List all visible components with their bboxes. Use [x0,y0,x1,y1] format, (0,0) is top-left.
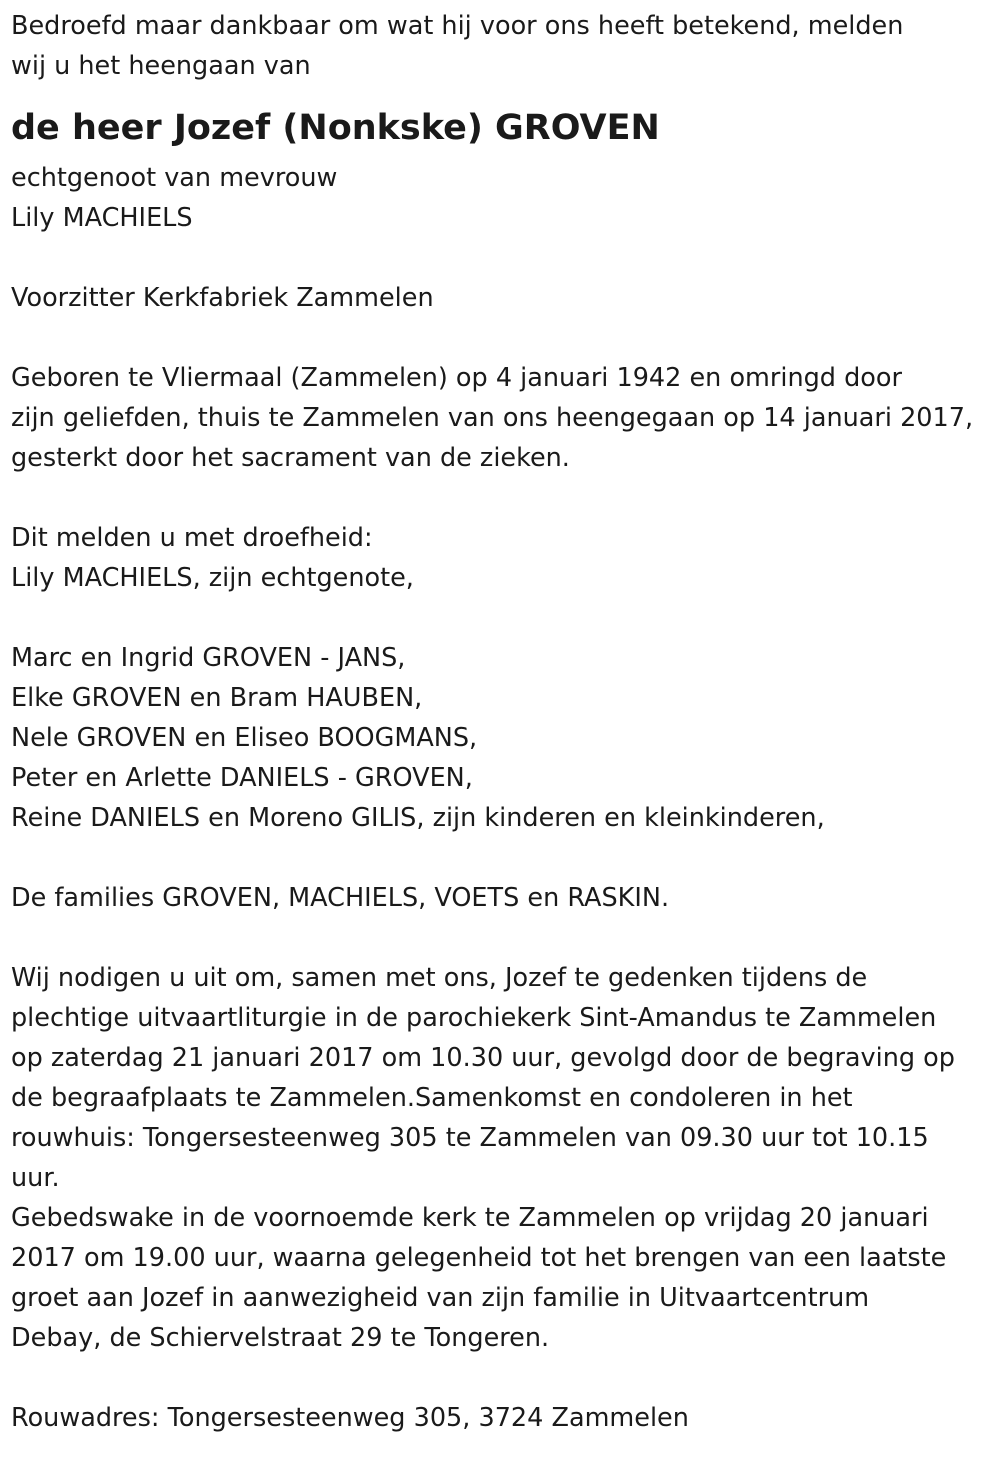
ceremony-line: 2017 om 19.00 uur, waarna gelegenheid tot het brengen van een laatste [11,1243,947,1273]
mourning-address: Rouwadres: Tongersesteenweg 305, 3724 Zammelen [11,1403,689,1433]
families-line: De families GROVEN, MACHIELS, VOETS en RASKIN. [11,883,670,913]
spacer [11,318,990,358]
list-item: Peter en Arlette DANIELS - GROVEN, [11,763,473,793]
intro-paragraph [11,6,990,86]
announcers-paragraph [11,518,990,598]
spacer [11,598,990,638]
spacer [11,838,990,878]
ceremony-line: groet aan Jozef in aanwezigheid van zijn familie in Uitvaartcentrum [11,1283,870,1313]
ceremony-paragraph [11,958,990,1358]
ceremony-line: op zaterdag 21 januari 2017 om 10.30 uur, gevolgd door de begraving op [11,1043,955,1073]
ceremony-line: de begraafplaats te Zammelen.Samenkomst en condoleren in het [11,1083,853,1113]
spouse-line: Lily MACHIELS [11,203,193,233]
spouse-info [11,158,990,238]
children-list [11,638,990,838]
ceremony-line: Debay, de Schiervelstraat 29 te Tongeren. [11,1323,550,1353]
list-item: Elke GROVEN en Bram HAUBEN, [11,683,423,713]
birth-death-line: gesterkt door het sacrament van de zieken. [11,443,570,473]
role-line: Voorzitter Kerkfabriek Zammelen [11,283,434,313]
ceremony-line: rouwhuis: Tongersesteenweg 305 te Zammelen van 09.30 uur tot 10.15 [11,1123,929,1153]
list-item: Reine DANIELS en Moreno GILIS, zijn kinderen en kleinkinderen, [11,803,825,833]
ceremony-line: plechtige uitvaartliturgie in de parochiekerk Sint-Amandus te Zammelen [11,1003,937,1033]
intro-line: Bedroefd maar dankbaar om wat hij voor ons heeft betekend, melden [11,11,904,41]
spacer [11,478,990,518]
ceremony-line: Wij nodigen u uit om, samen met ons, Jozef te gedenken tijdens de [11,963,868,993]
spacer [11,238,990,278]
birth-death-line: zijn geliefden, thuis te Zammelen van ons heengegaan op 14 januari 2017, [11,403,974,433]
ceremony-line: uur. [11,1163,60,1193]
intro-line: wij u het heengaan van [11,51,311,81]
birth-death-paragraph [11,358,990,478]
spacer [11,918,990,958]
ceremony-line: Gebedswake in de voornoemde kerk te Zammelen op vrijdag 20 januari [11,1203,929,1233]
announcer-line: Lily MACHIELS, zijn echtgenote, [11,563,414,593]
deceased-name-heading: de heer Jozef (Nonkske) GROVEN [11,108,660,148]
list-item: Marc en Ingrid GROVEN - JANS, [11,643,406,673]
birth-death-line: Geboren te Vliermaal (Zammelen) op 4 januari 1942 en omringd door [11,363,902,393]
list-item: Nele GROVEN en Eliseo BOOGMANS, [11,723,478,753]
spouse-line: echtgenoot van mevrouw [11,163,338,193]
spacer [11,1358,990,1398]
announcer-line: Dit melden u met droefheid: [11,523,373,553]
